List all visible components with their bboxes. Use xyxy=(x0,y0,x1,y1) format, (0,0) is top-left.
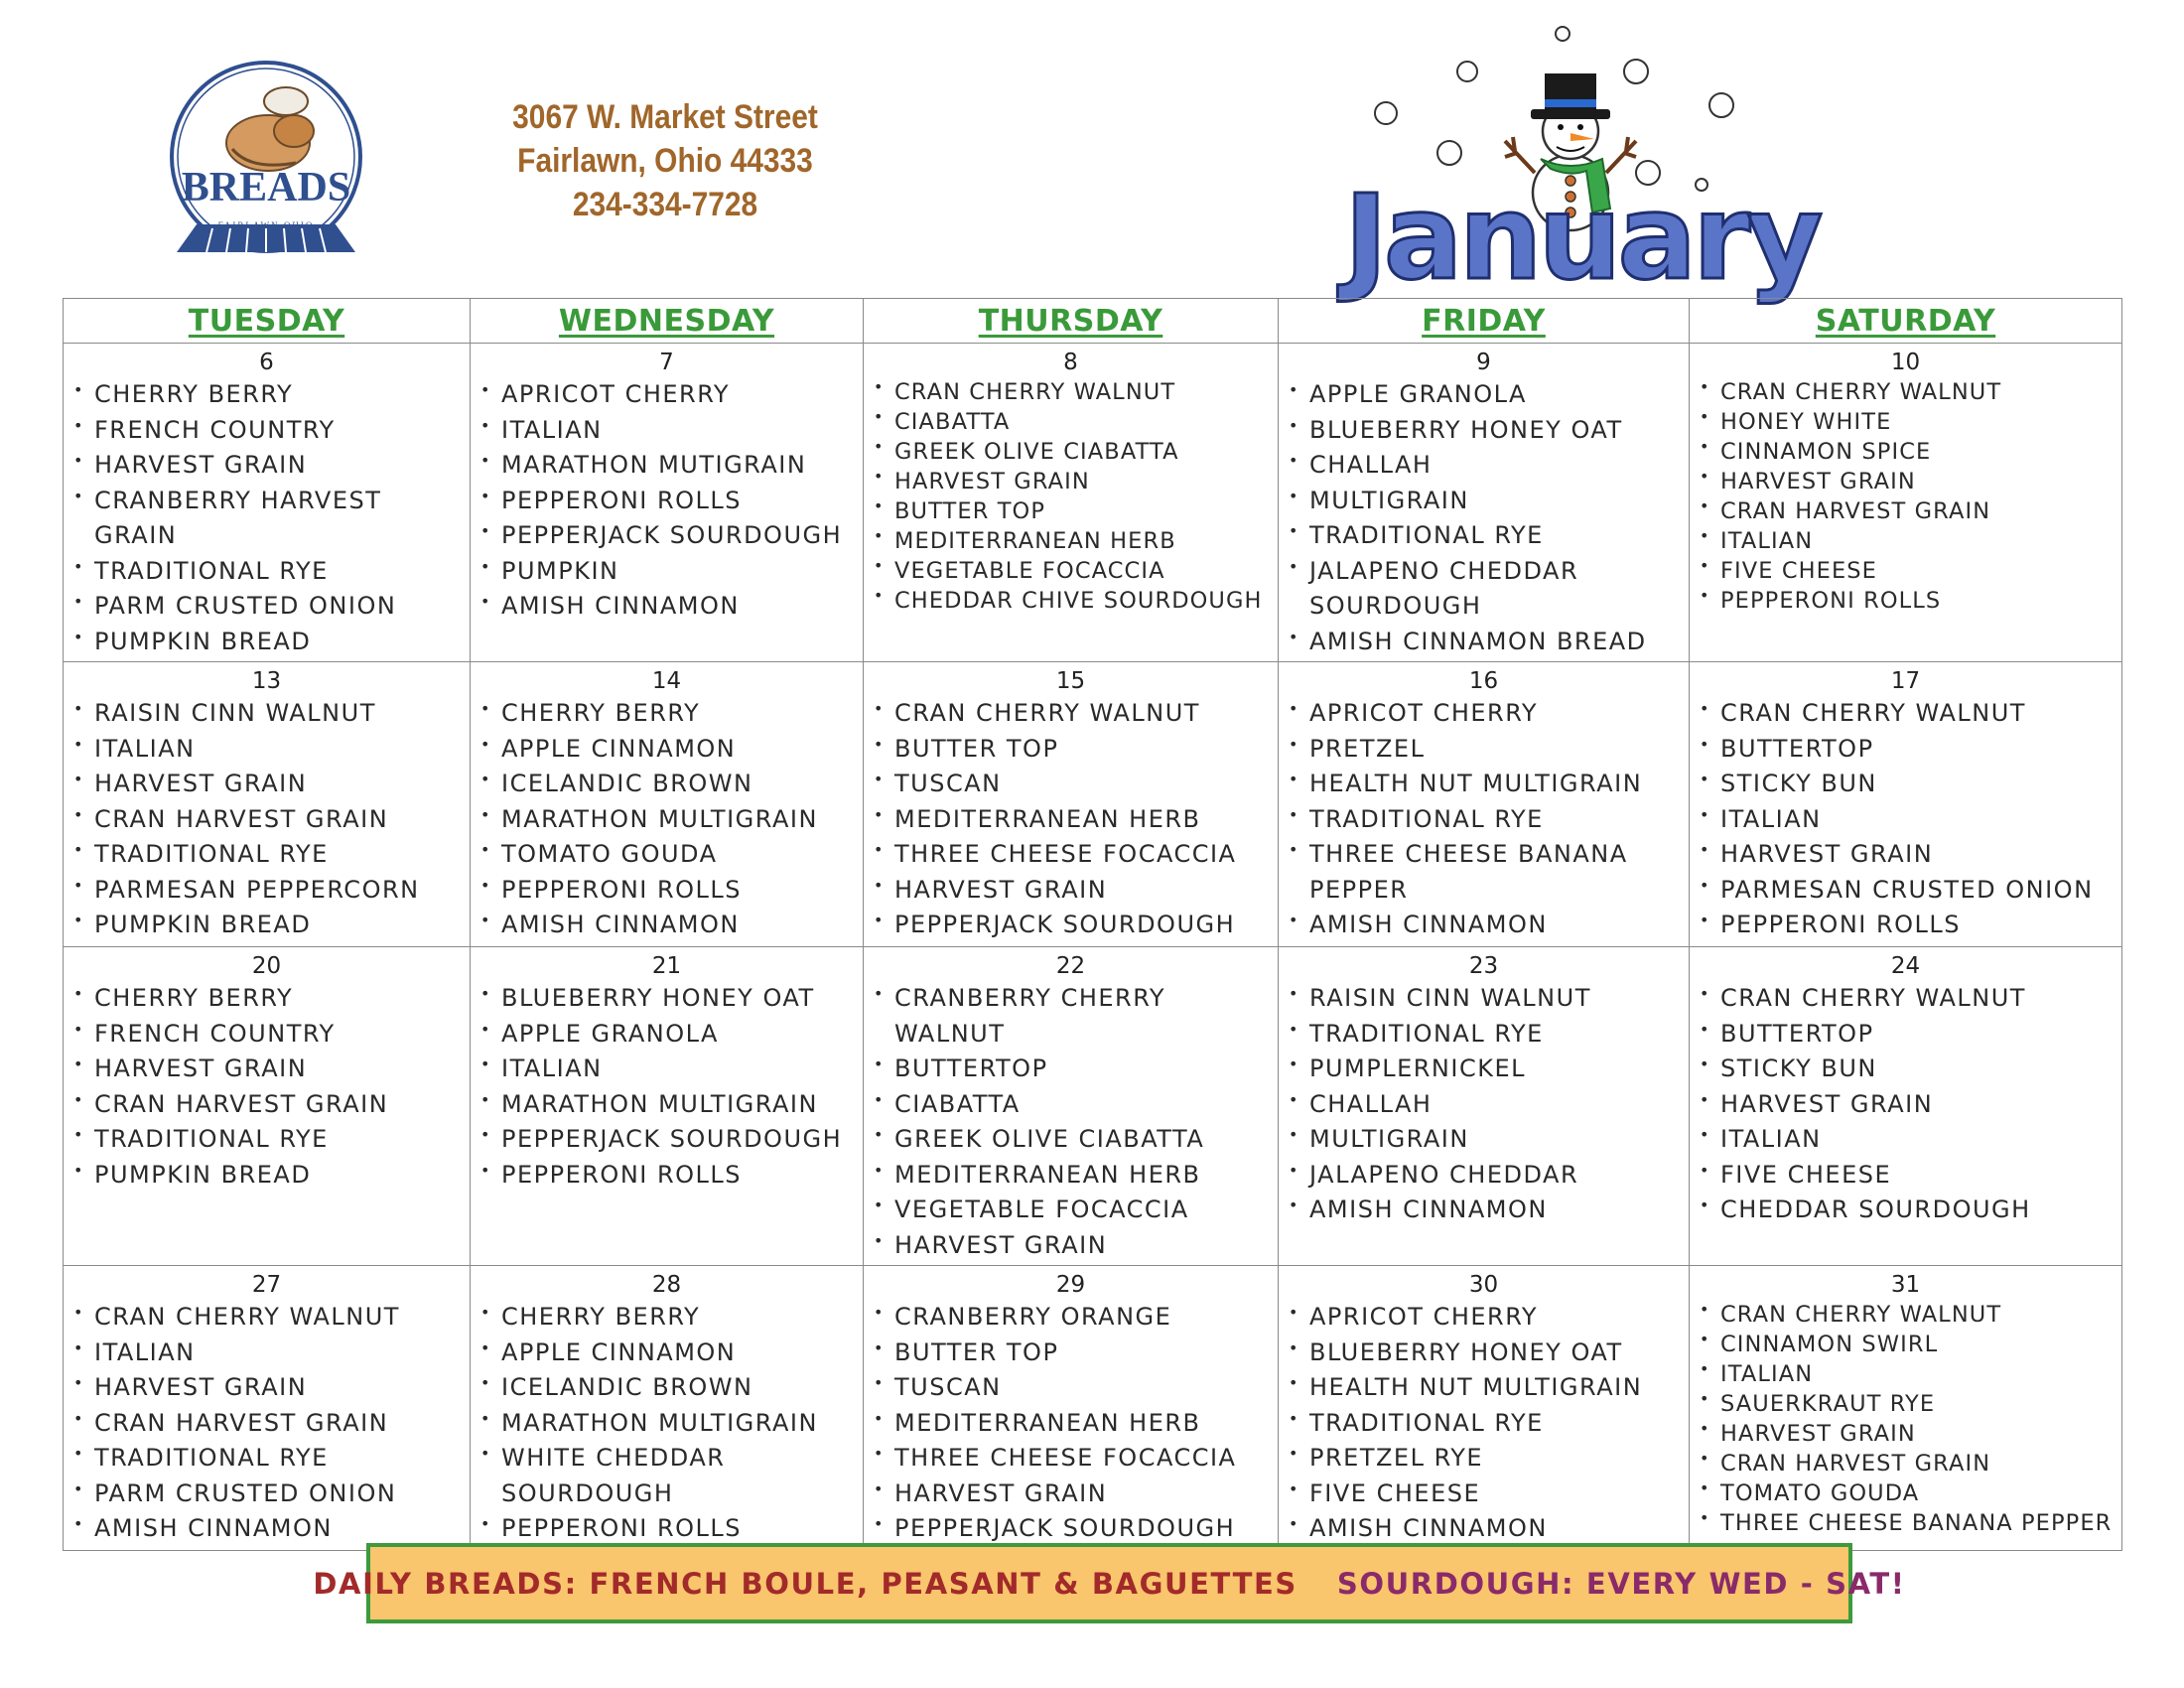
bread-list xyxy=(872,981,1270,1263)
bread-item: • PEPPERONI ROLLS xyxy=(478,1511,855,1547)
bread-item: • TRADITIONAL RYE xyxy=(71,837,462,873)
bread-item: • ITALIAN xyxy=(1698,802,2114,838)
bread-item: • STICKY BUN xyxy=(1698,1052,2114,1087)
bread-item: • TRADITIONAL RYE xyxy=(1287,1017,1681,1053)
bread-item: • MARATHON MULTIGRAIN xyxy=(478,1406,855,1442)
weekday-header xyxy=(64,299,471,344)
week-row xyxy=(64,1266,2122,1551)
bread-item: • GREEK OLIVE CIABATTA xyxy=(872,1122,1270,1158)
day-cell xyxy=(1690,662,2122,947)
bread-item: • CHERRY BERRY xyxy=(71,981,462,1017)
day-cell xyxy=(471,344,864,662)
bread-item: • CHERRY BERRY xyxy=(478,696,855,732)
day-number: 21 xyxy=(651,953,682,979)
day-cell xyxy=(1279,344,1690,662)
bread-item: • PARM CRUSTED ONION xyxy=(71,589,462,625)
weekday-header xyxy=(1690,299,2122,344)
bread-item: • ICELANDIC BROWN xyxy=(478,1370,855,1406)
bread-item: • HARVEST GRAIN xyxy=(71,767,462,802)
bread-item: • CHALLAH xyxy=(1287,448,1681,484)
bread-list xyxy=(71,696,462,943)
bread-item: • PUMPKIN BREAD xyxy=(71,908,462,943)
weekday-header-row xyxy=(64,299,2122,344)
bread-item: • MEDITERRANEAN HERB xyxy=(872,802,1270,838)
bread-item: • JALAPENO CHEDDAR SOURDOUGH xyxy=(1287,554,1681,625)
bread-item: • ITALIAN xyxy=(478,1052,855,1087)
bread-item: • PUMPLERNICKEL xyxy=(1287,1052,1681,1087)
day-number: 28 xyxy=(651,1272,682,1298)
bread-item: • BUTTERTOP xyxy=(1698,732,2114,768)
day-cell xyxy=(1279,662,1690,947)
day-cell xyxy=(471,662,864,947)
bread-item: • VEGETABLE FOCACCIA xyxy=(872,556,1270,586)
bread-item: • HARVEST GRAIN xyxy=(1698,837,2114,873)
weekday-label: TUESDAY xyxy=(188,303,345,339)
day-cell xyxy=(471,1266,864,1551)
day-cell xyxy=(1279,947,1690,1266)
address-phone: 234-334-7728 xyxy=(572,186,758,223)
bread-item: • RAISIN CINN WALNUT xyxy=(71,696,462,732)
bread-item: • CIABATTA xyxy=(872,407,1270,437)
bread-item: • TOMATO GOUDA xyxy=(478,837,855,873)
day-number: 31 xyxy=(1890,1272,1921,1298)
bread-item: • HARVEST GRAIN xyxy=(872,467,1270,496)
bread-item: • PEPPERJACK SOURDOUGH xyxy=(478,518,855,554)
day-cell xyxy=(64,662,471,947)
bread-item: • BUTTERTOP xyxy=(1698,1017,2114,1053)
bread-item: • ITALIAN xyxy=(1698,1359,2114,1389)
bread-item: • CRAN CHERRY WALNUT xyxy=(872,377,1270,407)
bread-item: • AMISH CINNAMON xyxy=(71,1511,462,1547)
logo-text: BREADS xyxy=(181,165,351,211)
bread-item: • HONEY WHITE xyxy=(1698,407,2114,437)
day-number: 16 xyxy=(1468,668,1499,694)
bread-item: • TRADITIONAL RYE xyxy=(1287,802,1681,838)
day-number: 8 xyxy=(1063,350,1078,375)
bread-item: • PEPPERONI ROLLS xyxy=(478,873,855,909)
bread-item: • CINNAMON SWIRL xyxy=(1698,1330,2114,1359)
bread-list xyxy=(1287,696,1681,943)
bread-item: • AMISH CINNAMON xyxy=(478,589,855,625)
day-number: 15 xyxy=(1055,668,1086,694)
day-number: 14 xyxy=(651,668,682,694)
day-cell xyxy=(1279,1266,1690,1551)
bread-item: • CRAN CHERRY WALNUT xyxy=(1698,1300,2114,1330)
bread-item: • PEPPERJACK SOURDOUGH xyxy=(872,1511,1270,1547)
bread-item: • HARVEST GRAIN xyxy=(1698,1087,2114,1123)
bakery-address xyxy=(490,95,840,226)
weekday-label: THURSDAY xyxy=(978,303,1163,339)
bread-item: • RAISIN CINN WALNUT xyxy=(1287,981,1681,1017)
day-cell xyxy=(864,662,1279,947)
bread-item: • MARATHON MUTIGRAIN xyxy=(478,448,855,484)
day-number: 24 xyxy=(1890,953,1921,979)
bread-item: • THREE CHEESE FOCACCIA xyxy=(872,837,1270,873)
bread-item: • PEPPERONI ROLLS xyxy=(1698,586,2114,616)
bread-list xyxy=(71,981,462,1193)
bread-list xyxy=(478,377,855,625)
day-number: 17 xyxy=(1890,668,1921,694)
bread-item: • PARM CRUSTED ONION xyxy=(71,1477,462,1512)
address-street: 3067 W. Market Street xyxy=(512,98,818,136)
bread-item: • MEDITERRANEAN HERB xyxy=(872,1158,1270,1194)
bread-item: • ITALIAN xyxy=(1698,526,2114,556)
bread-item: • HARVEST GRAIN xyxy=(71,448,462,484)
month-title: January xyxy=(1344,169,1820,306)
bread-item: • HARVEST GRAIN xyxy=(872,873,1270,909)
bread-item: • PEPPERONI ROLLS xyxy=(478,484,855,519)
week-row xyxy=(64,344,2122,662)
bread-item: • APPLE CINNAMON xyxy=(478,1336,855,1371)
bread-item: • FIVE CHEESE xyxy=(1698,556,2114,586)
bread-item: • HARVEST GRAIN xyxy=(71,1052,462,1087)
bread-item: • PEPPERONI ROLLS xyxy=(1698,908,2114,943)
day-number: 9 xyxy=(1476,350,1491,375)
day-number: 30 xyxy=(1468,1272,1499,1298)
address-city: Fairlawn, Ohio 44333 xyxy=(517,142,813,180)
bread-item: • APRICOT CHERRY xyxy=(1287,1300,1681,1336)
bread-item: • CRAN HARVEST GRAIN xyxy=(1698,1449,2114,1478)
bread-calendar xyxy=(63,298,2122,1551)
day-number: 20 xyxy=(251,953,282,979)
bread-item: • HARVEST GRAIN xyxy=(872,1228,1270,1264)
day-number: 13 xyxy=(251,668,282,694)
bakery-logo xyxy=(147,54,385,266)
bread-item: • HARVEST GRAIN xyxy=(1698,1419,2114,1449)
bread-item: • PRETZEL xyxy=(1287,732,1681,768)
bread-item: • BUTTER TOP xyxy=(872,1336,1270,1371)
bread-item: • AMISH CINNAMON xyxy=(478,908,855,943)
bread-list xyxy=(1698,377,2114,616)
day-cell xyxy=(64,947,471,1266)
bread-list xyxy=(1698,696,2114,943)
bread-list xyxy=(872,1300,1270,1547)
weekday-label: WEDNESDAY xyxy=(558,303,775,339)
day-cell xyxy=(1690,344,2122,662)
bread-item: • CHERRY BERRY xyxy=(71,377,462,413)
bread-item: • HEALTH NUT MULTIGRAIN xyxy=(1287,767,1681,802)
bread-item: • ITALIAN xyxy=(1698,1122,2114,1158)
daily-breads-text: DAILY BREADS: FRENCH BOULE, PEASANT & BAGUETTES xyxy=(313,1566,1297,1601)
bread-item: • GREEK OLIVE CIABATTA xyxy=(872,437,1270,467)
bread-item: • ICELANDIC BROWN xyxy=(478,767,855,802)
bread-item: • CRAN HARVEST GRAIN xyxy=(71,1087,462,1123)
bread-list xyxy=(1698,981,2114,1228)
bread-item: • APRICOT CHERRY xyxy=(1287,696,1681,732)
bread-item: • TRADITIONAL RYE xyxy=(71,554,462,590)
bread-item: • PRETZEL RYE xyxy=(1287,1441,1681,1477)
bread-item: • AMISH CINNAMON xyxy=(1287,1193,1681,1228)
day-number: 22 xyxy=(1055,953,1086,979)
day-cell xyxy=(471,947,864,1266)
bread-item: • ITALIAN xyxy=(71,1336,462,1371)
bread-item: • TRADITIONAL RYE xyxy=(1287,518,1681,554)
bread-item: • BUTTER TOP xyxy=(872,732,1270,768)
bread-list xyxy=(1698,1300,2114,1538)
weekday-header xyxy=(864,299,1279,344)
day-cell xyxy=(1690,1266,2122,1551)
day-cell xyxy=(1690,947,2122,1266)
bread-item: • TOMATO GOUDA xyxy=(1698,1478,2114,1508)
bread-item: • FRENCH COUNTRY xyxy=(71,1017,462,1053)
bread-item: • BUTTERTOP xyxy=(872,1052,1270,1087)
bread-item: • PEPPERJACK SOURDOUGH xyxy=(478,1122,855,1158)
bread-item: • APRICOT CHERRY xyxy=(478,377,855,413)
bread-list xyxy=(1287,377,1681,659)
bread-item: • CRAN HARVEST GRAIN xyxy=(71,1406,462,1442)
bread-item: • PUMPKIN BREAD xyxy=(71,625,462,660)
bread-item: • CINNAMON SPICE xyxy=(1698,437,2114,467)
bread-item: • HARVEST GRAIN xyxy=(71,1370,462,1406)
bread-item: • TRADITIONAL RYE xyxy=(1287,1406,1681,1442)
bread-item: • HEALTH NUT MULTIGRAIN xyxy=(1287,1370,1681,1406)
day-number: 10 xyxy=(1890,350,1921,375)
bread-item: • FRENCH COUNTRY xyxy=(71,413,462,449)
day-cell xyxy=(64,1266,471,1551)
bread-item: • PEPPERJACK SOURDOUGH xyxy=(872,908,1270,943)
bread-item: • APPLE CINNAMON xyxy=(478,732,855,768)
bread-item: • CHEDDAR SOURDOUGH xyxy=(1698,1193,2114,1228)
bread-list xyxy=(478,1300,855,1547)
bread-list xyxy=(872,377,1270,616)
week-row xyxy=(64,947,2122,1266)
bread-item: • MULTIGRAIN xyxy=(1287,484,1681,519)
day-cell xyxy=(864,947,1279,1266)
bread-item: • MEDITERRANEAN HERB xyxy=(872,526,1270,556)
bread-item: • TUSCAN xyxy=(872,1370,1270,1406)
weekday-label: SATURDAY xyxy=(1815,303,1996,339)
bread-list xyxy=(1287,981,1681,1228)
bread-list xyxy=(872,696,1270,943)
sourdough-schedule-text: SOURDOUGH: EVERY WED - SAT! xyxy=(1336,1566,1906,1601)
weekday-header xyxy=(1279,299,1690,344)
bread-item: • PARMESAN PEPPERCORN xyxy=(71,873,462,909)
weekday-label: FRIDAY xyxy=(1422,303,1546,339)
bread-item: • BLUEBERRY HONEY OAT xyxy=(1287,413,1681,449)
day-cell xyxy=(64,344,471,662)
bread-item: • TRADITIONAL RYE xyxy=(71,1441,462,1477)
bread-item: • CHEDDAR CHIVE SOURDOUGH xyxy=(872,586,1270,616)
bread-item: • THREE CHEESE BANANA PEPPER xyxy=(1287,837,1681,908)
bread-item: • TUSCAN xyxy=(872,767,1270,802)
bread-item: • AMISH CINNAMON xyxy=(1287,908,1681,943)
bread-item: • CRANBERRY CHERRY WALNUT xyxy=(872,981,1270,1052)
bread-item: • MEDITERRANEAN HERB xyxy=(872,1406,1270,1442)
bread-item: • STICKY BUN xyxy=(1698,767,2114,802)
day-cell xyxy=(864,344,1279,662)
bread-item: • CRANBERRY HARVEST GRAIN xyxy=(71,484,462,554)
bread-item: • FIVE CHEESE xyxy=(1698,1158,2114,1194)
bread-list xyxy=(71,377,462,659)
bread-item: • WHITE CHEDDAR SOURDOUGH xyxy=(478,1441,855,1511)
bread-list xyxy=(478,981,855,1193)
day-cell xyxy=(864,1266,1279,1551)
bread-item: • BLUEBERRY HONEY OAT xyxy=(478,981,855,1017)
day-number: 29 xyxy=(1055,1272,1086,1298)
weekday-header xyxy=(471,299,864,344)
bread-item: • CRAN CHERRY WALNUT xyxy=(872,696,1270,732)
bread-item: • ITALIAN xyxy=(71,732,462,768)
bread-item: • ITALIAN xyxy=(478,413,855,449)
day-number: 27 xyxy=(251,1272,282,1298)
bread-list xyxy=(1287,1300,1681,1547)
bread-item: • CRAN CHERRY WALNUT xyxy=(71,1300,462,1336)
bread-item: • CHERRY BERRY xyxy=(478,1300,855,1336)
bread-list xyxy=(478,696,855,943)
bread-item: • CIABATTA xyxy=(872,1087,1270,1123)
bread-item: • CRANBERRY ORANGE xyxy=(872,1300,1270,1336)
bread-item: • THREE CHEESE BANANA PEPPER xyxy=(1698,1508,2114,1538)
bread-item: • HARVEST GRAIN xyxy=(1698,467,2114,496)
bread-item: • PEPPERONI ROLLS xyxy=(478,1158,855,1194)
bread-item: • MARATHON MULTIGRAIN xyxy=(478,802,855,838)
bread-item: • PUMPKIN BREAD xyxy=(71,1158,462,1194)
bread-item: • BLUEBERRY HONEY OAT xyxy=(1287,1336,1681,1371)
bread-item: • CRAN CHERRY WALNUT xyxy=(1698,377,2114,407)
day-number: 6 xyxy=(259,350,274,375)
bread-item: • AMISH CINNAMON BREAD xyxy=(1287,625,1681,660)
bread-item: • CHALLAH xyxy=(1287,1087,1681,1123)
bread-item: • JALAPENO CHEDDAR xyxy=(1287,1158,1681,1194)
bread-item: • HARVEST GRAIN xyxy=(872,1477,1270,1512)
week-row xyxy=(64,662,2122,947)
bread-item: • APPLE GRANOLA xyxy=(1287,377,1681,413)
bread-item: • PUMPKIN xyxy=(478,554,855,590)
bread-item: • SAUERKRAUT RYE xyxy=(1698,1389,2114,1419)
bread-item: • CRAN HARVEST GRAIN xyxy=(71,802,462,838)
bread-item: • CRAN CHERRY WALNUT xyxy=(1698,696,2114,732)
january-snowman-illustration xyxy=(1320,14,1820,306)
bread-item: • FIVE CHEESE xyxy=(1287,1477,1681,1512)
bread-item: • CRAN CHERRY WALNUT xyxy=(1698,981,2114,1017)
bread-list xyxy=(71,1300,462,1547)
bread-item: • BUTTER TOP xyxy=(872,496,1270,526)
day-number: 23 xyxy=(1468,953,1499,979)
daily-breads-banner xyxy=(313,1543,1906,1623)
bread-item: • CRAN HARVEST GRAIN xyxy=(1698,496,2114,526)
bread-item: • APPLE GRANOLA xyxy=(478,1017,855,1053)
bread-item: • MULTIGRAIN xyxy=(1287,1122,1681,1158)
day-number: 7 xyxy=(659,350,674,375)
bread-item: • VEGETABLE FOCACCIA xyxy=(872,1193,1270,1228)
bread-item: • MARATHON MULTIGRAIN xyxy=(478,1087,855,1123)
bread-item: • THREE CHEESE FOCACCIA xyxy=(872,1441,1270,1477)
bread-item: • PARMESAN CRUSTED ONION xyxy=(1698,873,2114,909)
bread-item: • AMISH CINNAMON xyxy=(1287,1511,1681,1547)
bread-item: • TRADITIONAL RYE xyxy=(71,1122,462,1158)
